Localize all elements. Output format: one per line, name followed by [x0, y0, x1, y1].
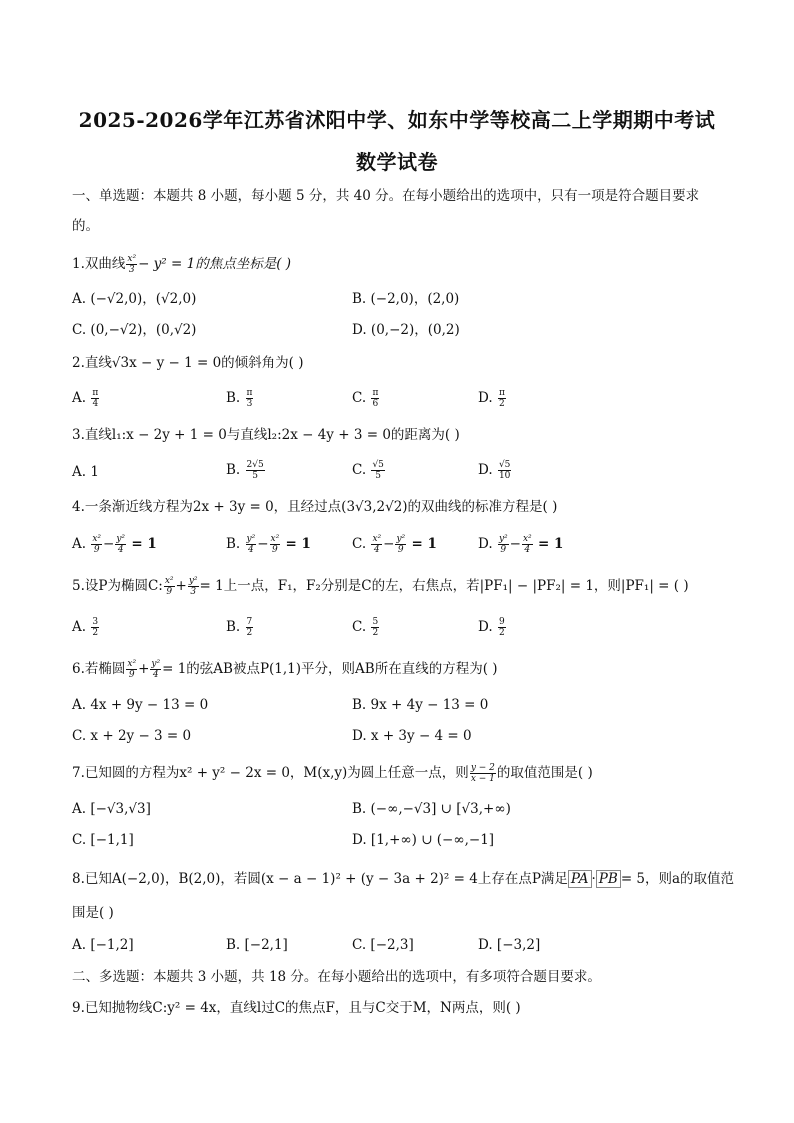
question-5: 5.设P为椭圆C: $\frac{\text{x²}}{9}$ + $\frac{\text{y²}}{3}$ = 1上一点，F₁，F₂分别是C的左，右焦点，若|PF₁| − |PF₂| = 1，则|PF₁| = ( ): [72, 576, 689, 597]
section1-heading-cont: 的。: [72, 218, 99, 234]
q6-option-c: C. x + 2y − 3 = 0: [72, 728, 192, 744]
q6-option-d: D. x + 3y − 4 = 0: [352, 728, 472, 744]
q2-option-d: D. $\frac{\pi}{2}$: [478, 388, 505, 409]
question-8-cont: 围是( ): [72, 905, 114, 921]
question-2: 2.直线√3x − y − 1 = 0的倾斜角为( ): [72, 355, 304, 371]
q5-option-d: D. $\frac{9}{2}$: [478, 617, 505, 638]
q3-option-b: B. $\frac{2√5}{5}$: [226, 460, 264, 481]
q2-option-b: B. $\frac{\pi}{3}$: [226, 388, 253, 409]
q1-post: − y² = 1的焦点坐标是( ): [138, 256, 292, 272]
question-1: [72, 254, 291, 275]
q4-option-d: D. $\frac{\text{y²}}{9}$ − $\frac{\text{x²}}{4}$ = 1: [478, 534, 564, 555]
section1-heading: 一、单选题：本题共 8 小题，每小题 5 分，共 40 分。在每小题给出的选项中，只有一项是符合题目要求: [72, 188, 700, 204]
question-7: 7.已知圆的方程为x² + y² − 2x = 0，M(x,y)为圆上任意一点，则 $\frac{y - 2}{x - 1}$ 的取值范围是( ): [72, 763, 593, 784]
q3-option-c: C. $\frac{√5}{5}$: [352, 460, 384, 481]
vector-pa: PA: [568, 870, 592, 888]
q3-option-d: D. $\frac{√5}{10}$: [478, 460, 511, 481]
q4-option-c: C. $\frac{\text{x²}}{4}$ − $\frac{\text{y²}}{9}$ = 1: [352, 534, 437, 555]
q6-option-a: A. 4x + 9y − 13 = 0: [72, 697, 209, 713]
q8-option-a: A. [−1,2]: [72, 937, 134, 953]
q8-option-d: D. [−3,2]: [478, 937, 541, 953]
q1-pre: 1.双曲线: [72, 256, 126, 272]
section2-heading: 二、多选题：本题共 3 小题，共 18 分。在每小题给出的选项中，有多项符合题目要求。: [72, 969, 601, 985]
q5-option-c: C. $\frac{5}{2}$: [352, 617, 379, 638]
q2-option-a: A. $\frac{\pi}{4}$: [72, 388, 99, 409]
q7-option-b: B. (−∞,−√3] ∪ [√3,+∞): [352, 801, 511, 817]
q1-option-a: A. (−√2,0)，(√2,0): [72, 291, 197, 307]
q3-option-a: A. 1: [72, 464, 99, 480]
q1-fraction: $\frac{\text{x²}}{3}$: [127, 254, 137, 275]
q1-option-b: B. (−2,0)，(2,0): [352, 291, 460, 307]
q7-option-c: C. [−1,1]: [72, 832, 134, 848]
vector-pb: PB: [596, 870, 621, 888]
q1-option-c: C. (0,−√2)，(0,√2): [72, 322, 197, 338]
question-8: 8.已知A(−2,0)，B(2,0)，若圆(x − a − 1)² + (y − 3a + 2)² = 4上存在点P满足 PA · PB = 5，则a的取值范: [72, 871, 735, 887]
q2-option-c: C. $\frac{\pi}{6}$: [352, 388, 379, 409]
q5-option-b: B. $\frac{7}{2}$: [226, 617, 253, 638]
q6-option-b: B. 9x + 4y − 13 = 0: [352, 697, 489, 713]
question-9: 9.已知抛物线C:y² = 4x，直线l过C的焦点F，且与C交于M，N两点，则( ): [72, 1000, 521, 1016]
q5-option-a: A. $\frac{3}{2}$: [72, 617, 99, 638]
q1-option-d: D. (0,−2)，(0,2): [352, 322, 460, 338]
question-4: 4.一条渐近线方程为2x + 3y = 0，且经过点(3√3,2√2)的双曲线的标准方程是( ): [72, 499, 558, 515]
q4-option-b: B. $\frac{\text{y²}}{4}$ − $\frac{\text{x²}}{9}$ = 1: [226, 534, 311, 555]
q8-option-b: B. [−2,1]: [226, 937, 288, 953]
q7-option-a: A. [−√3,√3]: [72, 801, 151, 817]
q8-option-c: C. [−2,3]: [352, 937, 414, 953]
exam-subtitle: 数学试卷: [356, 150, 438, 174]
q7-option-d: D. [1,+∞) ∪ (−∞,−1]: [352, 832, 495, 848]
q4-option-a: A. $\frac{\text{x²}}{9}$ − $\frac{\text{y²}}{4}$ = 1: [72, 534, 157, 555]
question-6: 6.若椭圆 $\frac{\text{x²}}{9}$ + $\frac{\text{y²}}{4}$ = 1的弦AB被点P(1,1)平分，则AB所在直线的方程为( ): [72, 659, 498, 680]
question-3: 3.直线l₁:x − 2y + 1 = 0与直线l₂:2x − 4y + 3 = 0的距离为( ): [72, 427, 460, 443]
exam-title: 2025-2026学年江苏省沭阳中学、如东中学等校高二上学期期中考试: [78, 108, 716, 132]
